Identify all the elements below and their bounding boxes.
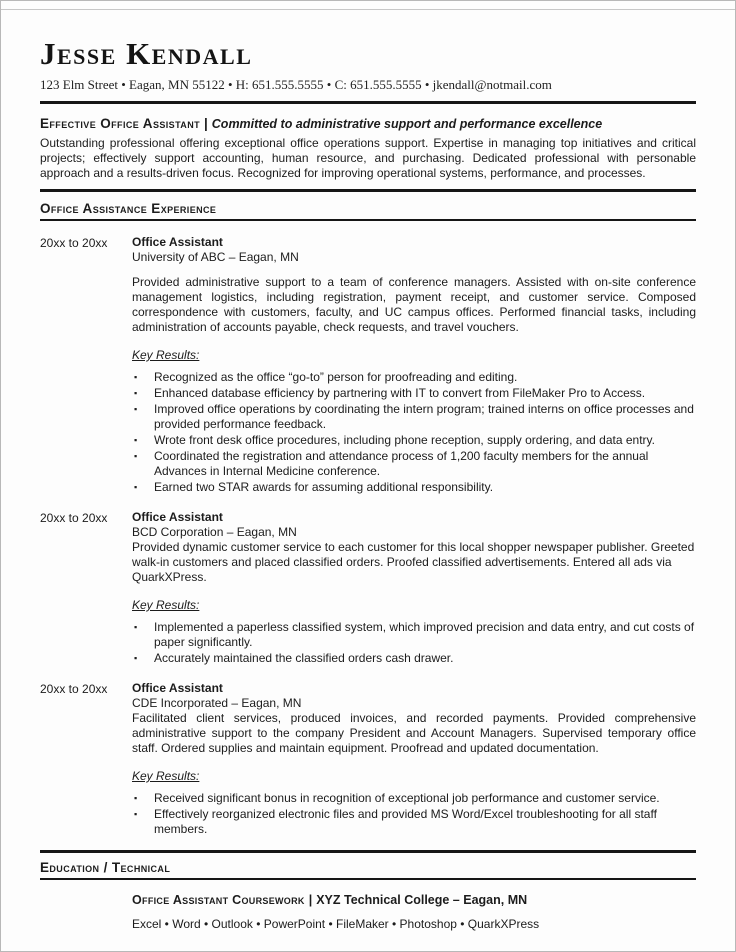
job-body [132,235,696,496]
bullet-item [132,480,696,495]
education-heading: Education / Technical [40,859,696,880]
job-body [132,681,696,838]
education-separator: | [308,893,313,907]
education-school: XYZ Technical College – Eagan, MN [316,893,528,907]
bullet-text: ▪ Wrote front desk office procedures, including phone reception, supply ordering, and data entry. [154,433,655,447]
skills-line: Excel • Word • Outlook • PowerPoint • FileMaker • Photoshop • QuarkXPress [132,917,540,931]
job-entry [40,510,696,667]
key-results-label: Key Results: [132,348,200,362]
job-company: University of ABC – Eagan, MN [132,250,299,264]
bullet-item [132,449,696,479]
bullet-text: ▪ Effectively reorganized electronic files and provided MS Word/Excel troubleshooting for all staff members. [154,807,657,836]
job-title: Office Assistant [132,235,223,249]
resume-header [40,1,696,93]
job-description: Provided administrative support to a team of conference managers. Assisted with on-site conference management logistics, including registration, payment receipt, and customer service. Composed correspondence with customers, faculty, and UC campus offices. Performed financial tasks, including administration of accounts payable, check requests, and travel vouchers. [132,275,696,334]
job-company: CDE Incorporated – Eagan, MN [132,696,302,710]
bullet-item [132,370,696,385]
bullet-text: ▪ Improved office operations by coordinating the intern program; trained interns on office processes and provided performance feedback. [154,402,694,431]
bullet-item [132,807,696,837]
job-dates: 20xx to 20xx [40,682,108,696]
scan-edge-line [1,9,735,10]
experience-heading: Office Assistance Experience [40,200,696,221]
bullet-item [132,433,696,448]
bullet-text: ▪ Coordinated the registration and attendance process of 1,200 faculty members for the annual Advances in Internal Medicine conference. [154,449,649,478]
bullet-text: ▪ Enhanced database efficiency by partnering with IT to convert from FileMaker Pro to Access. [154,386,646,400]
contact-line: 123 Elm Street • Eagan, MN 55122 • H: 651.555.5555 • C: 651.555.5555 • jkendall@notmail.com [40,77,552,92]
bullet-text: ▪ Implemented a paperless classified system, which improved precision and data entry, and cut costs of paper significantly. [154,620,695,649]
bullet-item [132,620,696,650]
header-divider [40,101,696,104]
summary-paragraph: Outstanding professional offering exceptional office operations support. Expertise in managing top initiatives and critical projects; effectively support accounting, human resource, and purchasing. Dedicated professional with personable approach and a results-driven focus. Recognized for improving operational systems, performance, and processes. [40,136,696,180]
headline-section [40,115,696,181]
education-coursework: Office Assistant Coursework [132,893,305,907]
job-description: Provided dynamic customer service to each customer for this local shopper newspaper publisher. Greeted walk-in customers and placed classified orders. Proofed classified advertisements. Entered all ads via QuarkXPress. [132,540,695,584]
headline-title: Effective Office Assistant [40,116,200,131]
education-line [132,892,696,908]
job-bullet-list [132,370,696,495]
job-entry [40,681,696,838]
bullet-item [132,402,696,432]
job-title: Office Assistant [132,681,223,695]
bullet-text: ▪ Accurately maintained the classified orders cash drawer. [154,651,454,665]
job-dates: 20xx to 20xx [40,511,108,525]
bullet-item [132,386,696,401]
job-bullet-list [132,620,696,666]
bullet-text: ▪ Recognized as the office “go-to” person for proofreading and editing. [154,370,518,384]
job-title: Office Assistant [132,510,223,524]
headline-tagline: Committed to administrative support and performance excellence [211,117,603,131]
job-company: BCD Corporation – Eagan, MN [132,525,297,539]
bullet-text: ▪ Received significant bonus in recognition of exceptional job performance and customer service. [154,791,660,805]
bullet-text: ▪ Earned two STAR awards for assuming additional responsibility. [154,480,494,494]
job-entry [40,235,696,496]
education-section [40,859,696,932]
candidate-name: Jesse Kendall [40,36,253,71]
bullet-item [132,651,696,666]
headline-line [40,115,696,133]
job-body [132,510,696,667]
job-bullet-list [132,791,696,837]
education-body [132,892,696,932]
key-results-label: Key Results: [132,769,200,783]
headline-separator: | [204,116,208,131]
job-dates: 20xx to 20xx [40,236,108,250]
bullet-item [132,791,696,806]
education-divider [40,850,696,853]
key-results-label: Key Results: [132,598,200,612]
experience-section [40,200,696,838]
job-description: Facilitated client services, produced invoices, and recorded payments. Provided comprehensive administrative support to the company President and Account Managers. Supervised temporary office staff. Ordered supplies and maintain equipment. Proofread and updated documentation. [132,711,696,755]
summary-divider [40,189,696,192]
